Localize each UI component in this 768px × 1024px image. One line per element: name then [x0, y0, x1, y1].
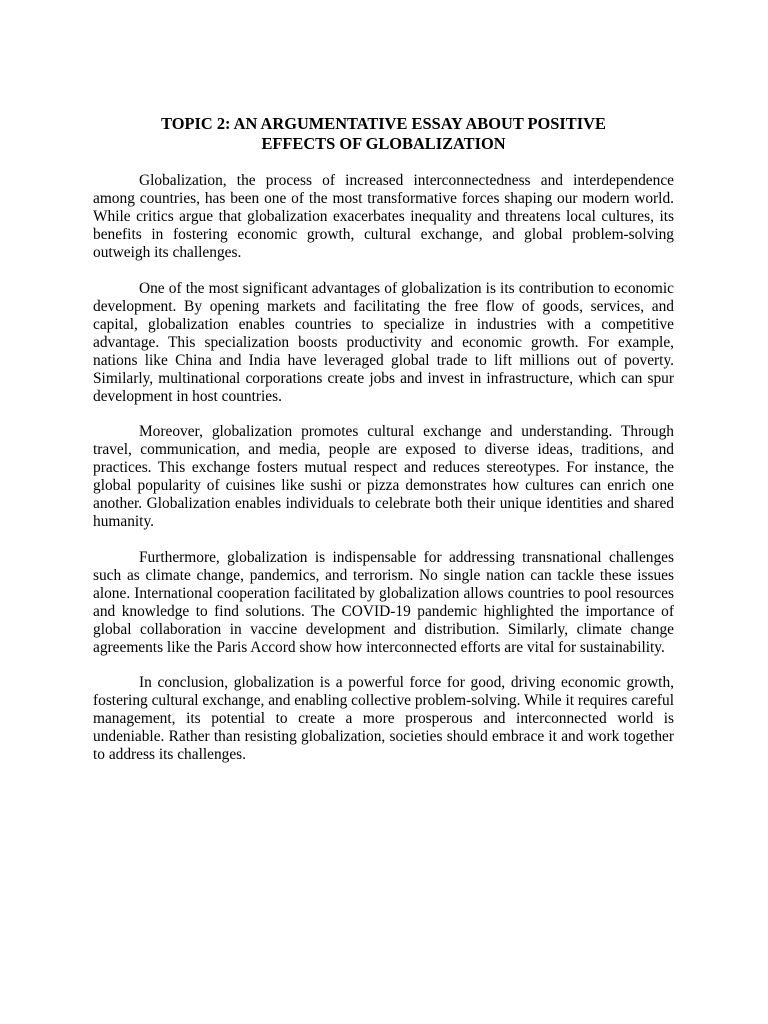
document-body: [93, 114, 674, 782]
paragraph-economic-development: One of the most significant advantages of globalization is its contribution to economic development. By opening markets and facilitating the free flow of goods, services, and capital, globalization enables countries to specialize in industries with a competitive advantage. This specialization boosts productivity and economic growth. For example, nations like China and India have leveraged global trade to lift millions out of poverty. Similarly, multinational corporations create jobs and invest in infrastructure, which can spur development in host countries.: [93, 279, 674, 405]
title-line-2: EFFECTS OF GLOBALIZATION: [261, 133, 506, 153]
paragraph-introduction: Globalization, the process of increased interconnectedness and interdependence among countries, has been one of the most transformative forces shaping our modern world. While critics argue that globalization exacerbates inequality and threatens local cultures, its benefits in fostering economic growth, cultural exchange, and global problem-solving outweigh its challenges.: [93, 172, 674, 261]
paragraph-cultural-exchange: Moreover, globalization promotes cultural exchange and understanding. Through travel, communication, and media, people are exposed to diverse ideas, traditions, and practices. This exchange fosters mutual respect and reduces stereotypes. For instance, the global popularity of cuisines like sushi or pizza demonstrates how cultures can enrich one another. Globalization enables individuals to celebrate both their unique identities and shared humanity.: [93, 423, 674, 530]
document-title: [93, 114, 674, 153]
title-line-1: TOPIC 2: AN ARGUMENTATIVE ESSAY ABOUT POSITIVE: [161, 114, 606, 133]
paragraph-conclusion: In conclusion, globalization is a powerful force for good, driving economic growth, fostering cultural exchange, and enabling collective problem-solving. While it requires careful management, its potential to create a more prosperous and interconnected world is undeniable. Rather than resisting globalization, societies should embrace it and work together to address its challenges.: [93, 674, 674, 763]
paragraph-global-challenges: Furthermore, globalization is indispensable for addressing transnational challenges such as climate change, pandemics, and terrorism. No single nation can tackle these issues alone. International cooperation facilitated by globalization allows countries to pool resources and knowledge to find solutions. The COVID-19 pandemic highlighted the importance of global collaboration in vaccine development and distribution. Similarly, climate change agreements like the Paris Accord show how interconnected efforts are vital for sustainability.: [93, 548, 674, 656]
